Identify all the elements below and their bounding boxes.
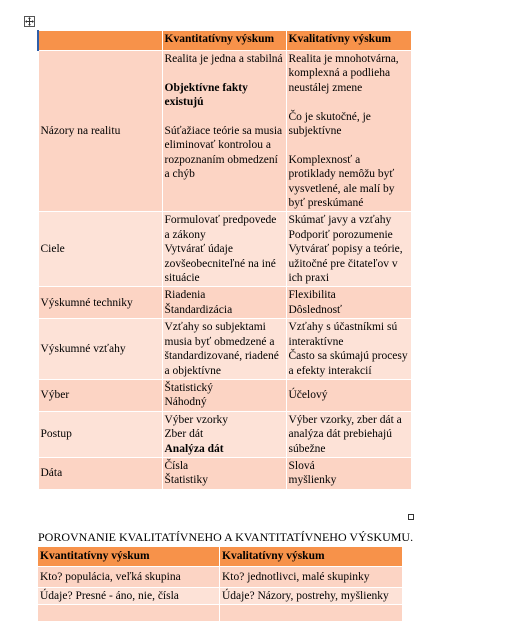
cell-qual[interactable]	[220, 605, 403, 622]
cell-qual[interactable]	[286, 287, 411, 319]
table-row	[38, 605, 403, 622]
cell-line: Štatistiky	[164, 474, 208, 487]
cell-quant[interactable]	[162, 457, 286, 489]
cell-quant[interactable]	[162, 287, 286, 319]
section-caption: POROVNANIE KVALITATÍVNEHO A KVANTITATÍVNEHO VÝSKUMU.	[38, 530, 414, 544]
cell-line: Výber vzorky, zber dát a analýza dát prebiehajú súbežne	[288, 413, 402, 455]
table-row	[38, 567, 403, 588]
header-qualitative[interactable]: Kvalitatívny výskum	[286, 31, 411, 51]
header-empty-cell[interactable]	[38, 31, 162, 51]
cell-quant[interactable]	[162, 51, 286, 212]
cell-line: Vzťahy s účastníkmi sú interaktívne	[288, 321, 398, 348]
table-row	[38, 588, 403, 605]
cell-line: myšlienky	[288, 474, 337, 487]
cell-line: Realita je mnohotvárna, komplexná a podlieha neustálej zmene	[288, 53, 399, 94]
table-row	[38, 319, 411, 380]
cell-line: Slová	[288, 459, 315, 472]
row-label[interactable]: Postup	[38, 411, 162, 457]
cell-quant[interactable]	[162, 379, 286, 411]
row-label[interactable]: Ciele	[38, 212, 162, 287]
cell-line: Komplexnosť a protiklady nemôžu byť vysvetlené, ale malí by byť preskúmané	[288, 153, 395, 210]
row-label[interactable]: Výber	[38, 379, 162, 411]
cell-qual[interactable]	[286, 319, 411, 380]
table-move-handle[interactable]	[24, 16, 35, 27]
cell-qual[interactable]	[286, 51, 411, 212]
table-row	[38, 287, 411, 319]
cell-line: Formulovať predpovede a zákony	[164, 214, 277, 241]
table-row	[38, 457, 411, 489]
row-label[interactable]: Názory na realitu	[38, 51, 162, 212]
cell-qual[interactable]	[286, 379, 411, 411]
table-header-row	[38, 547, 403, 567]
cell-line: Podporiť porozumenie	[288, 228, 393, 241]
cell-line: Vytvárať údaje zovšeobecniteľné na iné situácie	[164, 243, 276, 285]
cell-quant[interactable]: Kto? populácia, veľká skupina	[38, 567, 220, 588]
cell-line: Zber dát	[164, 428, 204, 441]
cell-line: Štatistický	[164, 381, 214, 394]
table-row	[38, 51, 411, 212]
cell-qual[interactable]	[286, 411, 411, 457]
move-cross-icon	[25, 17, 34, 26]
cell-line: Flexibilita	[288, 289, 336, 302]
cell-line: Účelový	[288, 389, 328, 402]
cell-line: Skúmať javy a vzťahy	[288, 214, 392, 227]
cell-line: Riadenia	[164, 289, 206, 302]
cell-line: Často sa skúmajú procesy a efekty interakcií	[288, 350, 408, 377]
cell-line: Dôslednosť	[288, 303, 342, 316]
header-quantitative[interactable]: Kvantitatívny výskum	[162, 31, 286, 51]
table-header-row	[38, 31, 411, 51]
cell-line: Realita je jedna a stabilná	[164, 53, 283, 65]
cell-quant[interactable]: Údaje? Presné - áno, nie, čísla	[38, 588, 220, 605]
table-row	[38, 411, 411, 457]
cell-line: Súťažiace teórie sa musia eliminovať kontrolou a rozpoznaním obmedzení a chýb	[164, 125, 283, 181]
cell-qual[interactable]: Údaje? Názory, postrehy, myšlienky	[220, 588, 403, 605]
cell-qual[interactable]: Kto? jednotlivci, malé skupinky	[220, 567, 403, 588]
cell-quant[interactable]	[38, 605, 220, 622]
table-row	[38, 379, 411, 411]
cell-quant[interactable]	[162, 212, 286, 287]
header-quantitative[interactable]: Kvantitatívny výskum	[38, 547, 220, 567]
cell-quant[interactable]	[162, 319, 286, 380]
cell-line: Vzťahy so subjektami musia byť obmedzené a štandardizované, riadené a objektívne	[164, 321, 279, 377]
cell-line: Vytvárať popisy a teórie, užitočné pre čitateľov v ich praxi	[288, 243, 403, 285]
comparison-table	[37, 30, 412, 490]
table-row	[38, 212, 411, 287]
cell-line: Objektívne fakty existujú	[164, 81, 248, 109]
cell-line: Štandardizácia	[164, 303, 233, 316]
table-resize-handle[interactable]	[408, 514, 414, 520]
cell-line: Analýza dát	[164, 442, 224, 455]
header-qualitative[interactable]: Kvalitatívny výskum	[220, 547, 403, 567]
cell-line: Výber vzorky	[164, 413, 229, 426]
cell-line: Čísla	[164, 459, 189, 472]
row-label[interactable]: Výskumné techniky	[38, 287, 162, 319]
cell-quant[interactable]	[162, 411, 286, 457]
row-label[interactable]: Výskumné vzťahy	[38, 319, 162, 380]
summary-table	[37, 546, 403, 622]
cell-line: Čo je skutočné, je subjektívne	[288, 110, 371, 138]
row-label[interactable]: Dáta	[38, 457, 162, 489]
cell-qual[interactable]	[286, 212, 411, 287]
cell-qual[interactable]	[286, 457, 411, 489]
cell-line: Náhodný	[164, 396, 207, 409]
